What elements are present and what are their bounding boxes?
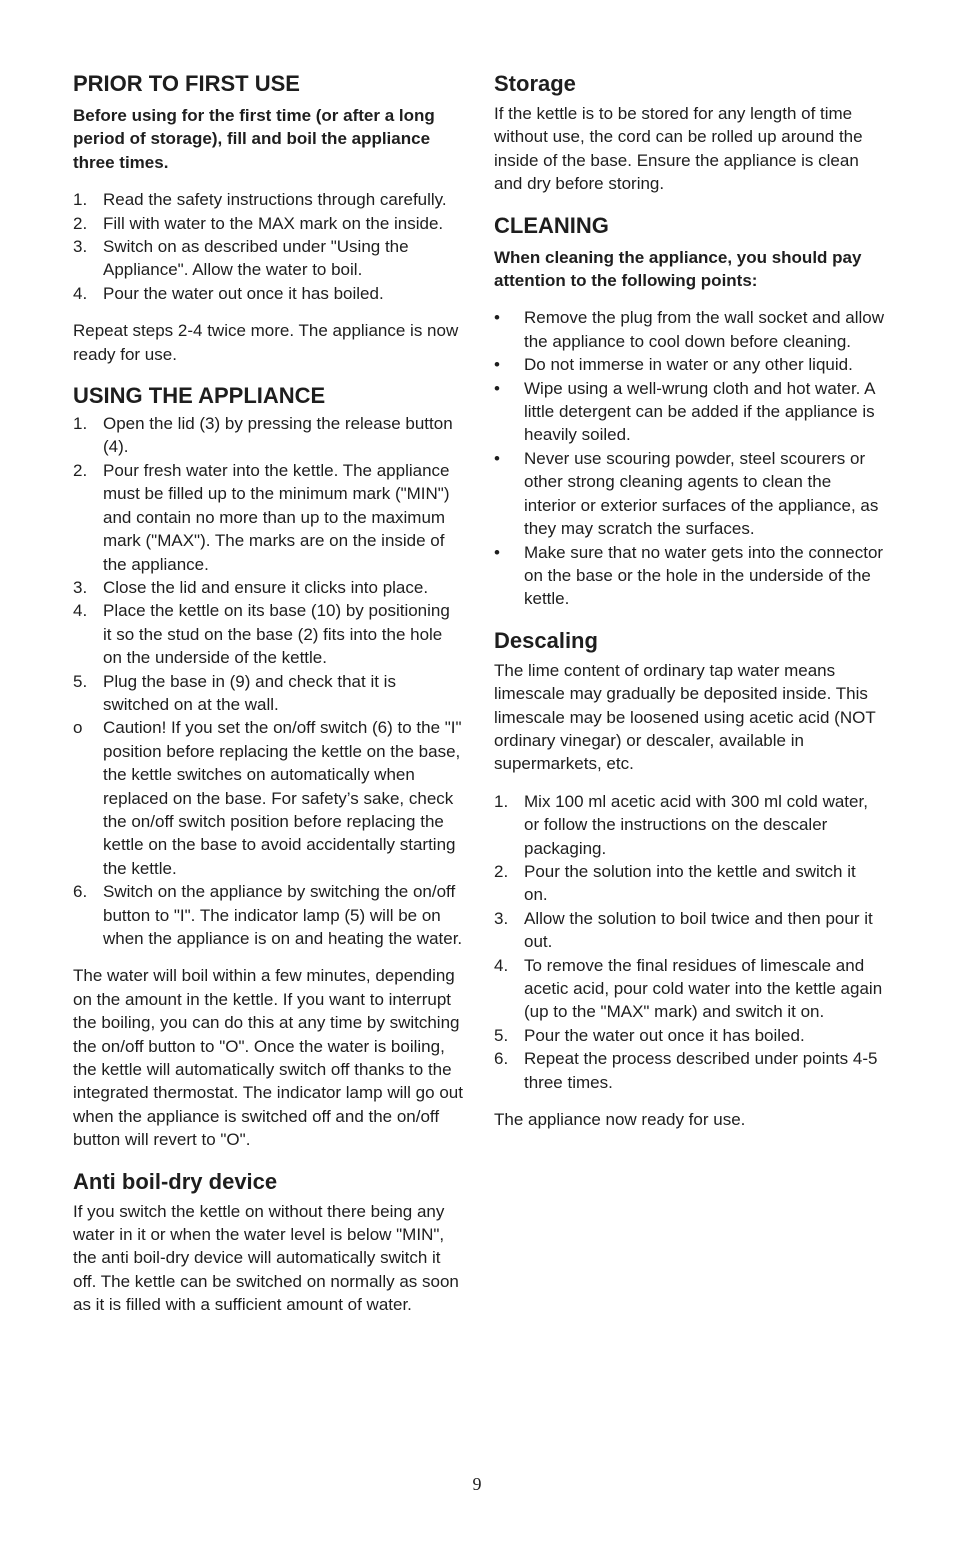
descaling-steps-list [494, 790, 884, 1094]
list-item [494, 954, 884, 1024]
list-item-text: Close the lid and ensure it clicks into place. [103, 577, 429, 597]
list-marker: o [73, 718, 83, 738]
list-item-text: Wipe using a well-wrung cloth and hot water. A little detergent can be added if the appliance is heavily soiled. [524, 378, 875, 445]
list-marker: 3. [73, 577, 88, 597]
prior-steps-list [73, 188, 463, 305]
list-item [73, 716, 463, 880]
list-item [494, 306, 884, 353]
list-item [494, 541, 884, 611]
list-marker: 4. [73, 283, 88, 303]
section-storage [494, 70, 884, 196]
list-marker: 6. [73, 882, 88, 902]
list-item [73, 235, 463, 282]
list-item-text: Pour fresh water into the kettle. The appliance must be filled up to the minimum mark ("MIN") and contain no more than up to the maximum mark ("MAX"). The marks are on the inside of the appliance. [103, 460, 450, 574]
list-marker: 5. [494, 1025, 509, 1045]
list-item-text: Plug the base in (9) and check that it is switched on at the wall. [103, 671, 396, 714]
list-item [494, 1024, 884, 1047]
list-item [494, 1047, 884, 1094]
list-marker: 5. [73, 671, 88, 691]
list-item-text: Pour the water out once it has boiled. [524, 1025, 805, 1045]
list-marker: 4. [73, 601, 88, 621]
heading-cleaning: CLEANING [494, 212, 609, 238]
list-item [494, 860, 884, 907]
page-number: 9 [472, 1474, 482, 1494]
list-item-text: Make sure that no water gets into the connector on the base or the hole in the underside of the kettle. [524, 542, 884, 609]
list-item [73, 576, 463, 599]
list-item-text: Remove the plug from the wall socket and allow the appliance to cool down before cleaning. [524, 308, 885, 351]
list-marker: • [494, 378, 500, 398]
list-item-text: Caution! If you set the on/off switch (6) to the "I" position before replacing the kettle on the base, the kettle switches on automatically when replaced on the base. For safety’s sake, check the on/off switch position before replacing the kettle on the base to avoid accidentally starting the kettle. [103, 718, 462, 878]
list-item [73, 670, 463, 717]
descaling-intro: The lime content of ordinary tap water means limescale may gradually be deposited inside. This limescale may be loosened using acetic acid (NOT ordinary vinegar) or descaler, available in supermarkets, etc. [494, 660, 876, 774]
list-item [73, 599, 463, 669]
list-item [73, 412, 463, 459]
heading-using-the-appliance: USING THE APPLIANCE [73, 383, 326, 409]
storage-text: If the kettle is to be stored for any length of time without use, the cord can be rolled up around the inside of the base. Ensure the appliance is clean and dry before storing. [494, 104, 863, 194]
list-item-text: Switch on as described under "Using the Appliance". Allow the water to boil. [103, 237, 409, 280]
list-item [73, 188, 463, 211]
list-item [73, 459, 463, 576]
list-marker: 2. [73, 460, 88, 480]
section-cleaning [494, 212, 884, 611]
list-marker: 6. [494, 1049, 509, 1069]
list-marker: 2. [73, 213, 88, 233]
list-item-text: Pour the water out once it has boiled. [103, 283, 384, 303]
list-item-text: Place the kettle on its base (10) by positioning it so the stud on the base (2) fits into the hole on the underside of the kettle. [103, 601, 450, 668]
list-marker: • [494, 355, 500, 375]
list-marker: 3. [73, 237, 88, 257]
list-item [73, 212, 463, 235]
antiboil-text: If you switch the kettle on without there being any water in it or when the water level is below "MIN", the anti boil-dry device will automatically switch it off. The kettle can be switched on normally as soon as it is filled with a sufficient amount of water. [73, 1201, 459, 1315]
heading-descaling: Descaling [494, 627, 598, 653]
list-marker: 3. [494, 908, 509, 928]
list-marker: 2. [494, 861, 509, 881]
list-item [494, 447, 884, 541]
list-marker: 4. [494, 955, 509, 975]
section-descaling [494, 627, 884, 1132]
list-item-text: Repeat the process described under points 4-5 three times. [524, 1049, 878, 1092]
heading-anti-boil-dry: Anti boil-dry device [73, 1168, 278, 1194]
right-column [494, 70, 884, 1147]
list-item-text: Switch on the appliance by switching the on/off button to "I". The indicator lamp (5) will be on when the appliance is on and heating the water. [103, 882, 463, 948]
prior-outro: Repeat steps 2-4 twice more. The appliance is now ready for use. [73, 321, 459, 364]
heading-storage: Storage [494, 71, 576, 96]
list-item [494, 907, 884, 954]
using-steps-list [73, 412, 463, 950]
list-item-text: Never use scouring powder, steel scourers or other strong cleaning agents to clean the interior or exterior surfaces of the appliance, as they may scratch the surfaces. [524, 448, 879, 539]
left-column [73, 70, 463, 1333]
list-item-text: Pour the solution into the kettle and switch it on. [524, 861, 856, 905]
list-item-text: Read the safety instructions through carefully. [103, 190, 447, 210]
list-item [494, 377, 884, 447]
list-item [494, 790, 884, 860]
list-item [73, 282, 463, 305]
list-item [73, 880, 463, 950]
cleaning-bullets-list [494, 306, 884, 610]
cleaning-intro: When cleaning the appliance, you should pay attention to the following points: [494, 247, 862, 291]
list-marker: • [494, 448, 500, 468]
list-item-text: Open the lid (3) by pressing the release button (4). [103, 414, 453, 457]
list-marker: 1. [73, 190, 88, 210]
section-using-the-appliance [73, 382, 463, 1152]
list-item-text: Do not immerse in water or any other liquid. [524, 355, 853, 375]
list-item-text: Fill with water to the MAX mark on the inside. [103, 213, 444, 233]
list-item [494, 353, 884, 376]
list-marker: • [494, 308, 500, 328]
descaling-outro: The appliance now ready for use. [494, 1110, 746, 1130]
list-marker: 1. [73, 414, 88, 434]
list-item-text: To remove the final residues of limescale and acetic acid, pour cold water into the kettle again (up to the "MAX" mark) and switch it on. [524, 955, 883, 1022]
heading-prior-to-first-use: PRIOR TO FIRST USE [73, 71, 300, 96]
list-marker: • [494, 542, 500, 562]
section-prior-to-first-use [73, 70, 463, 366]
section-anti-boil-dry [73, 1168, 463, 1317]
list-item-text: Mix 100 ml acetic acid with 300 ml cold water, or follow the instructions on the descaler packaging. [524, 791, 868, 858]
list-item-text: Allow the solution to boil twice and then pour it out. [524, 908, 873, 952]
list-marker: 1. [494, 791, 509, 811]
prior-intro: Before using for the first time (or after a long period of storage), fill and boil the appliance three times. [73, 106, 435, 172]
using-outro: The water will boil within a few minutes, depending on the amount in the kettle. If you want to interrupt the boiling, you can do this at any time by switching the on/off button to "O". Once the water is boiling, the kettle will automatically switch off thanks to the integrated thermostat. The indicator lamp will go out when the appliance is switched off and the on/off button will revert to "O". [73, 966, 463, 1150]
